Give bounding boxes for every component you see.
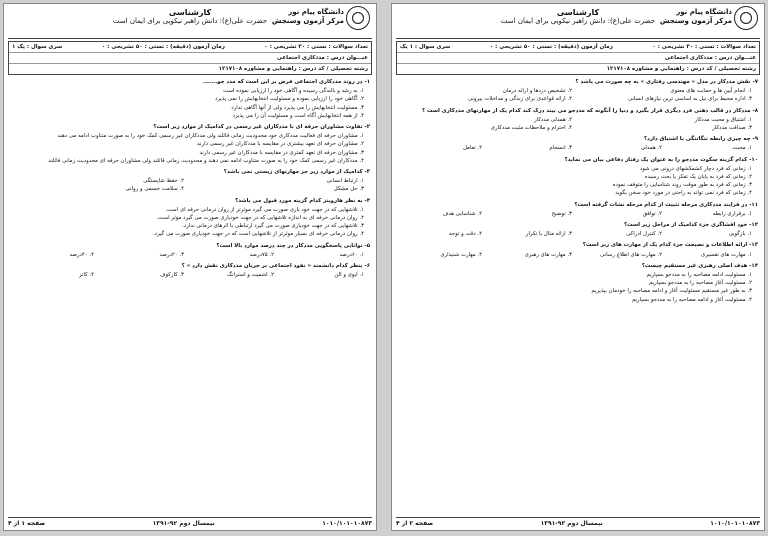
page-footer bbox=[8, 517, 372, 527]
question-options bbox=[10, 251, 370, 259]
question-text: ۴- به نظر هاروینز کدام گزینه مورد قبول می باشد؟ bbox=[235, 197, 370, 204]
question-text: ۱۲- خود افشاگری جزء کدامیک از مراحل زیر است؟ bbox=[624, 222, 758, 229]
question-item bbox=[10, 168, 370, 194]
question-item bbox=[398, 262, 758, 304]
university-line-1: دانشگاه پیام نور bbox=[288, 8, 344, 16]
exam-info-box bbox=[8, 41, 372, 75]
answer-option: ۳. مهارت های رهبری bbox=[524, 251, 572, 258]
answer-option: ۱. زمانی که فرد دچار کشمکشهای درونی می شود bbox=[639, 165, 752, 172]
answer-option: ۲. مهارت های اطلاع رسانی bbox=[600, 251, 662, 258]
answer-option: ۳. اداره محیط برای نیل به اساسی ترین نیازهای انسانی bbox=[627, 96, 752, 103]
answer-option: ۳. ۲۰درصد bbox=[159, 251, 184, 258]
question-options bbox=[10, 206, 370, 239]
question-item bbox=[10, 78, 370, 120]
question-item bbox=[398, 201, 758, 218]
question-counts: تعداد سوالات : تستی : ۳۰ تشریحی : ۰ bbox=[264, 44, 368, 50]
answer-option: ۴. مسئولیت آغاز و ادامه مصاحبه را به مددجو بسپاریم bbox=[631, 296, 752, 303]
question-options bbox=[398, 271, 758, 304]
question-text: ۶- بنظر کدام دانشمند « نفوذ اجتماعی بر جریان مددکاری نقش دارد » ؟ bbox=[181, 263, 370, 270]
header-slogan: حضرت علی(ع): دانش راهبر نیکویی برای ایمان است bbox=[500, 17, 656, 25]
question-item bbox=[10, 123, 370, 165]
question-text: ۸- مددکار در قالب ذهنی فرد دیگری قرار بگیرد و دنیا را آنگونه که مددجو می بیند درک کند کدام یک از مهارتهای مددکاری است ؟ bbox=[422, 107, 758, 114]
series-number: سری سوال : یک ۱ bbox=[12, 44, 63, 50]
footer-code: ۱۰۱۰/۱۰۱۰۱۰۸۷۳ bbox=[710, 520, 760, 527]
answer-option: ۳. حل مشکل bbox=[333, 186, 364, 193]
question-text: ۱۳- ارائه اطلاعات و نصیحت جزء کدام یک از مهارت های زیر است؟ bbox=[582, 242, 758, 249]
header-center bbox=[8, 8, 372, 26]
page-gutter bbox=[377, 0, 391, 536]
question-options bbox=[10, 132, 370, 165]
question-options bbox=[10, 87, 370, 120]
question-item bbox=[398, 78, 758, 104]
footer-term: نیمسال دوم ۹۲-۱۳۹۱ bbox=[152, 520, 215, 527]
answer-option: ۴. مهارت شنیداری bbox=[440, 251, 482, 258]
page-footer bbox=[396, 517, 760, 527]
exam-time: زمان آزمون (دقیقه) : تستی : ۵۰ تشریحی : ۰ bbox=[489, 44, 613, 50]
field-code: رشته تحصیلی / کد درس : راهنمایی و مشاوره ۱۲۱۷۱۰۸ bbox=[218, 66, 368, 72]
answer-option: ۱. ۶۰درصد bbox=[339, 251, 364, 258]
page-header bbox=[396, 4, 760, 39]
answer-option: ۴. ۴۰درصد bbox=[69, 251, 94, 258]
answer-option: ۱. ایوی و الن bbox=[334, 272, 364, 279]
answer-option: ۳. به طور غیر مستقیم مسئولیت آغاز و ادامه مصاحبه را خودمان بپذیریم bbox=[591, 288, 752, 295]
answer-option: ۳. انسجام bbox=[549, 145, 572, 152]
question-options bbox=[398, 144, 758, 152]
answer-option: ۴. روان درمانی حرفه ای بسیار موثرتر از تلاشهایی است که در جهت خودیاری صورت می گیرد. bbox=[152, 231, 364, 238]
question-options bbox=[398, 210, 758, 218]
answer-option: ۲. تشخیص دردها و ارائه درمان bbox=[502, 88, 572, 95]
question-text: ۲- تفاوت مشاوران حرفه ای با مددکاران غیر رسمی در کدامیک از موارد زیر است؟ bbox=[153, 124, 370, 131]
answer-option: ۲. کنترل ادراکی bbox=[626, 231, 662, 238]
answer-option: ۴. از همه انتخابهایش آگاه است و مسئولیت آن را می پذیرد bbox=[232, 112, 364, 119]
header-center bbox=[396, 8, 760, 26]
question-text: ۳- کدامیک از موارد زیر جز مهارتهای زیستی نمی باشد؟ bbox=[223, 169, 370, 176]
answer-option: ۱. برقراری رابطه bbox=[712, 210, 752, 217]
exam-info-box bbox=[396, 41, 760, 75]
page-number: صفحه ۲ از ۴ bbox=[396, 520, 434, 527]
answer-option: ۳. صداقت مددکار bbox=[712, 125, 752, 132]
answer-option: ۱. ارتباط انسانی bbox=[326, 178, 364, 185]
answer-option: ۱. بازگویی bbox=[728, 231, 752, 238]
question-text: ۱- در روند مددکاری اجتماعی فرض بر این است که مدد جو....... bbox=[202, 79, 370, 85]
answer-option: ۴. تعامل bbox=[462, 145, 482, 152]
answer-option: ۲. حفظ شایستگی bbox=[143, 178, 184, 185]
question-item bbox=[398, 241, 758, 258]
answer-option: ۲. مسئولیت آغاز مصاحبه را به مددجو بسپاریم bbox=[649, 280, 752, 287]
answer-option: ۲. زمانی که فرد به پایان یک تفکر یا بحث رسیده bbox=[644, 174, 752, 181]
answer-option: ۴. کاتز bbox=[78, 272, 94, 279]
answer-option: ۲. روان درمانی حرفه ای به اندازه تلاشهایی که در جهت خودیاری صورت می گیرد موثر است. bbox=[156, 215, 364, 222]
answer-option: ۲. ۷۵درصد bbox=[249, 251, 274, 258]
answer-option: ۳. ارائه مثال یا تکرار bbox=[525, 231, 572, 238]
question-options bbox=[398, 251, 758, 259]
answer-option: ۳. تلاشهایی که در جهت خودیاری صورت می گیرد ارتباطی با اثرهای درمانی ندارد. bbox=[182, 223, 364, 230]
answer-option: ۱. انجام آیین ها و حمایت های معنوی bbox=[670, 88, 752, 95]
page-header bbox=[8, 4, 372, 39]
answer-option: ۱. به رشد و بالندگی رسیده و آگاهی خود را ارزیابی نموده است bbox=[223, 88, 364, 95]
answer-option: ۱. مهارت های تفسیری bbox=[700, 251, 752, 258]
exam-time: زمان آزمون (دقیقه) : تستی : ۵۰ تشریحی : ۰ bbox=[101, 44, 225, 50]
answer-option: ۲. همدلی مددکار bbox=[534, 116, 572, 123]
header-slogan: حضرت علی(ع): دانش راهبر نیکویی برای ایمان است bbox=[112, 17, 268, 25]
question-text: ۵- توانایی پاسخگویی مددکار در چند درصد موارد بالا است؟ bbox=[216, 242, 370, 249]
answer-option: ۳. مشاوران حرفه ای تعهد کمتری در مقایسه با مددکاران غیر رسمی دارند bbox=[199, 149, 364, 156]
answer-option: ۴. زمانی که فرد نمی تواند به راحتی در مورد خود سخن بگوید bbox=[615, 190, 752, 197]
answer-option: ۳. مسئولیت انتخابهایش را می پذیرد ولی از آنها آگاهی ندارد bbox=[231, 104, 364, 111]
question-options bbox=[398, 87, 758, 103]
answer-option: ۱. مسئولیت ادامه مصاحبه را به مددجو بسپاریم bbox=[646, 272, 752, 279]
answer-option: ۲. توافق bbox=[642, 210, 662, 217]
question-item bbox=[10, 197, 370, 239]
question-text: ۱۰- کدام گزینه سکوت مددجو را به عنوان یک رفتار دفاعی بیان می نماید؟ bbox=[564, 156, 758, 163]
university-line-2: مرکز آزمون وسنجش bbox=[659, 17, 732, 25]
answer-option: ۴. احترام و ملاحظات مثبت مددکاری bbox=[490, 125, 572, 132]
series-number: سری سوال : ۱ یک bbox=[400, 44, 451, 50]
question-item bbox=[398, 107, 758, 133]
question-options bbox=[398, 230, 758, 238]
answer-option: ۲. همدلی bbox=[640, 145, 662, 152]
answer-option: ۳. زمانی که فرد به طور موقت روند شناسایی را متوقف نموده bbox=[612, 182, 752, 189]
question-item bbox=[10, 242, 370, 259]
question-item bbox=[398, 221, 758, 238]
question-options bbox=[398, 116, 758, 132]
question-counts: تعداد سوالات : تستی : ۳۰ تشریحی : ۰ bbox=[652, 44, 756, 50]
question-text: ۹- چه چیزی رابطه تنگاتنگی با اشتیاق دارد؟ bbox=[644, 136, 758, 143]
answer-option: ۲. اشمیت و استرانگ bbox=[227, 272, 274, 279]
page-number: صفحه ۱ از ۴ bbox=[8, 520, 46, 527]
answer-option: ۱. محبت bbox=[732, 145, 752, 152]
university-line-2: مرکز آزمون وسنجش bbox=[271, 17, 344, 25]
question-options bbox=[398, 165, 758, 198]
answer-option: ۲. آگاهی خود را ارزیابی نموده و مسئولیت انتخابهایش را نمی پذیرد bbox=[214, 96, 364, 103]
course-title: عنـــوان درس : مددکاری اجتماعی bbox=[276, 55, 368, 61]
answer-option: ۴. ارائه قواعدی برای زندگی و مداخلات بیرونی bbox=[467, 96, 572, 103]
footer-term: نیمسال دوم ۹۲-۱۳۹۱ bbox=[540, 520, 603, 527]
question-item bbox=[398, 135, 758, 152]
exam-type: کارشناسی bbox=[556, 8, 600, 17]
field-code: رشته تحصیلی / کد درس : راهنمایی و مشاوره ۱۲۱۷۱۰۸ bbox=[606, 66, 756, 72]
exam-type: کارشناسی bbox=[168, 8, 212, 17]
exam-page-1 bbox=[3, 3, 377, 531]
question-text: ۱۴- هدف اصلی رهبری غیر مستقیم چیست؟ bbox=[641, 262, 758, 269]
answer-option: ۴. شناسایی هدف bbox=[442, 210, 482, 217]
answer-option: ۴. مددکاران غیر رسمی کمک خود را به صورت متناوب ادامه نمی دهند و محدودیت زمانی قائلند ولی مشاوران حرفه ای محدودیت زمانی قائلند bbox=[48, 157, 364, 164]
footer-code: ۱۰۱۰/۱۰۱۰۱۰۸۷۳ bbox=[322, 520, 372, 527]
question-item bbox=[10, 262, 370, 279]
answer-option: ۳. توضیح bbox=[551, 210, 572, 217]
questions-body bbox=[398, 78, 758, 304]
question-text: ۷- نقش مددکار در مدل « مهندسی رفتاری » به چه صورت می باشد ؟ bbox=[575, 79, 758, 85]
exam-page-2 bbox=[391, 3, 765, 531]
answer-option: ۴. سلامت جسمی و روانی bbox=[125, 186, 184, 193]
question-options bbox=[10, 177, 370, 193]
answer-option: ۴. دقت و توجه bbox=[448, 231, 482, 238]
question-item bbox=[398, 156, 758, 198]
questions-body bbox=[10, 78, 370, 279]
answer-option: ۱. تلاشهایی که در جهت خود یاری صورت می گیرد موثرتر از روان درمانی حرفه ای است. bbox=[165, 206, 364, 213]
course-title: عنـــوان درس : مددکاری اجتماعی bbox=[664, 55, 756, 61]
question-text: ۱۱- در فرایند مددکاری مرحله تثبیت از کدام مرحله نشات گرفته است؟ bbox=[574, 201, 758, 208]
answer-option: ۱. اشتیاق و محبت مددکار bbox=[694, 116, 752, 123]
question-options bbox=[10, 271, 370, 279]
answer-option: ۳. کارکوف bbox=[159, 272, 184, 279]
answer-option: ۲. مشاوران حرفه ای تعهد بیشتری در مقایسه با مددکاران غیر رسمی دارند bbox=[197, 141, 364, 148]
answer-option: ۱. مشاوران حرفه ای فعالیت مددکاری خود محدودیت زمانی قائلند ولی مددکاران غیر رسمی کمک خود را به صورت متناوب ادامه می دهند bbox=[57, 133, 364, 140]
university-line-1: دانشگاه پیام نور bbox=[676, 8, 732, 16]
